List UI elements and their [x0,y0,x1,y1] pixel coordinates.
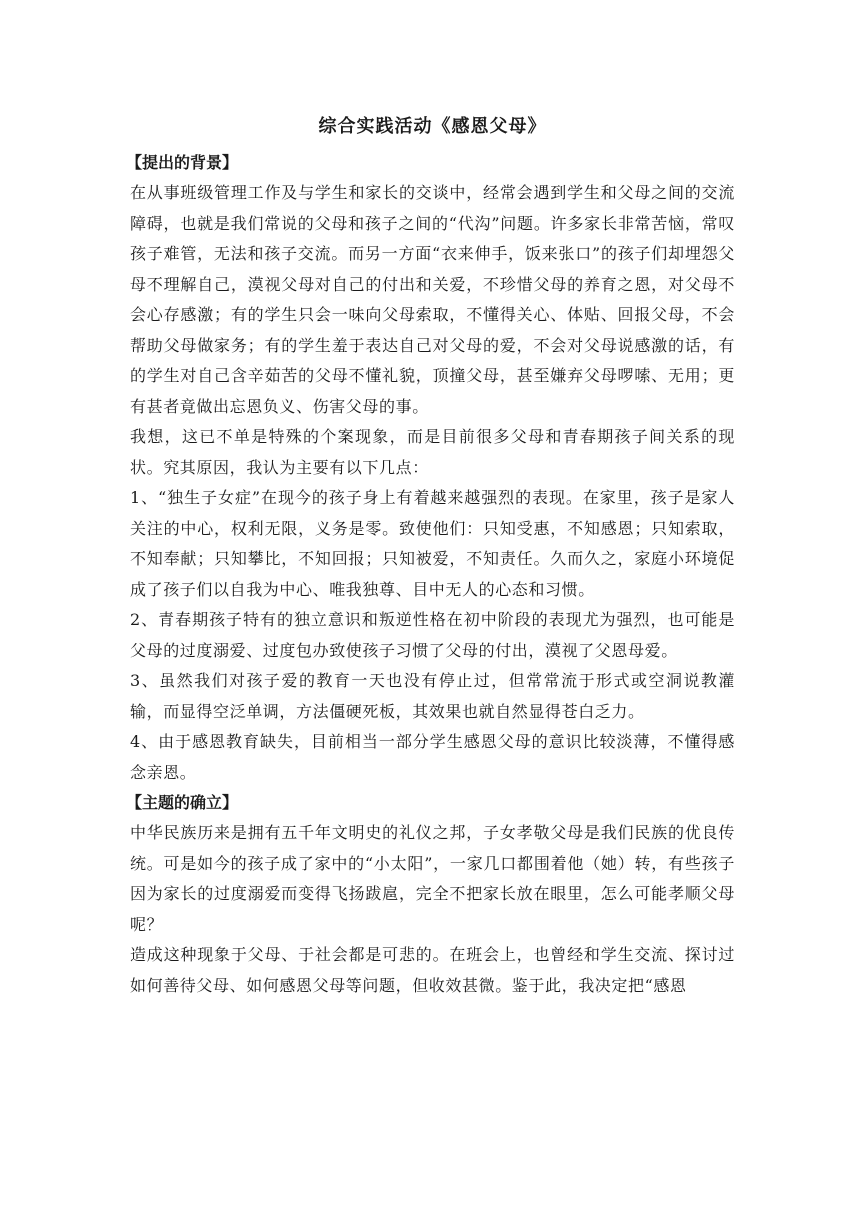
paragraph: 中华民族历来是拥有五千年文明史的礼仪之邦，子女孝敬父母是我们民族的优良传统。可是如今的孩子成了家中的“小太阳”，一家几口都围着他（她）转，有些孩子因为家长的过度溺爱而变得飞扬跋扈，完全不把家长放在眼里，怎么可能孝顺父母呢？ [130,823,735,934]
section-background [126,148,735,788]
paragraph: 造成这种现象于父母、于社会都是可悲的。在班会上，也曾经和学生交流、探讨过如何善待父母、如何感恩父母等问题，但收效甚微。鉴于此，我决定把“感恩 [130,945,735,995]
paragraph: 我想，这已不单是特殊的个案现象，而是目前很多父母和青春期孩子间关系的现状。究其原因，我认为主要有以下几点： [130,427,735,477]
section-heading-theme: 【主题的确立】 [126,793,239,812]
section-heading-background: 【提出的背景】 [126,153,239,172]
document-title: 综合实践活动《感恩父母》 [318,116,547,137]
paragraph: 4、由于感恩教育缺失，目前相当一部分学生感恩父母的意识比较淡薄，不懂得感念亲恩。 [130,732,735,782]
paragraph: 在从事班级管理工作及与学生和家长的交谈中，经常会遇到学生和父母之间的交流障碍，也就是我们常说的父母和孩子之间的“代沟”问题。许多家长非常苦恼，常叹孩子难管，无法和孩子交流。而另一方面“衣来伸手，饭来张口”的孩子们却埋怨父母不理解自己，漠视父母对自己的付出和关爱，不珍惜父母的养育之恩，对父母不会心存感激；有的学生只会一味向父母索取，不懂得关心、体贴、回报父母，不会帮助父母做家务；有的学生羞于表达自己对父母的爱，不会对父母说感激的话，有的学生对自己含辛茹苦的父母不懂礼貌，顶撞父母，甚至嫌弃父母啰嗦、无用；更有甚者竟做出忘恩负义、伤害父母的事。 [130,183,735,416]
document-page [126,112,735,1001]
section-theme [126,788,735,1001]
paragraph: 2、青春期孩子特有的独立意识和叛逆性格在初中阶段的表现尤为强烈，也可能是父母的过度溺爱、过度包办致使孩子习惯了父母的付出，漠视了父恩母爱。 [130,610,735,660]
paragraph: 1、“独生子女症”在现今的孩子身上有着越来越强烈的表现。在家里，孩子是家人关注的中心，权利无限，义务是零。致使他们：只知受惠，不知感恩；只知索取，不知奉献；只知攀比，不知回报；只知被爱，不知责任。久而久之，家庭小环境促成了孩子们以自我为中心、唯我独尊、目中无人的心态和习惯。 [130,488,735,599]
paragraph: 3、虽然我们对孩子爱的教育一天也没有停止过，但常常流于形式或空洞说教灌输，而显得空泛单调，方法僵硬死板，其效果也就自然显得苍白乏力。 [130,671,735,721]
